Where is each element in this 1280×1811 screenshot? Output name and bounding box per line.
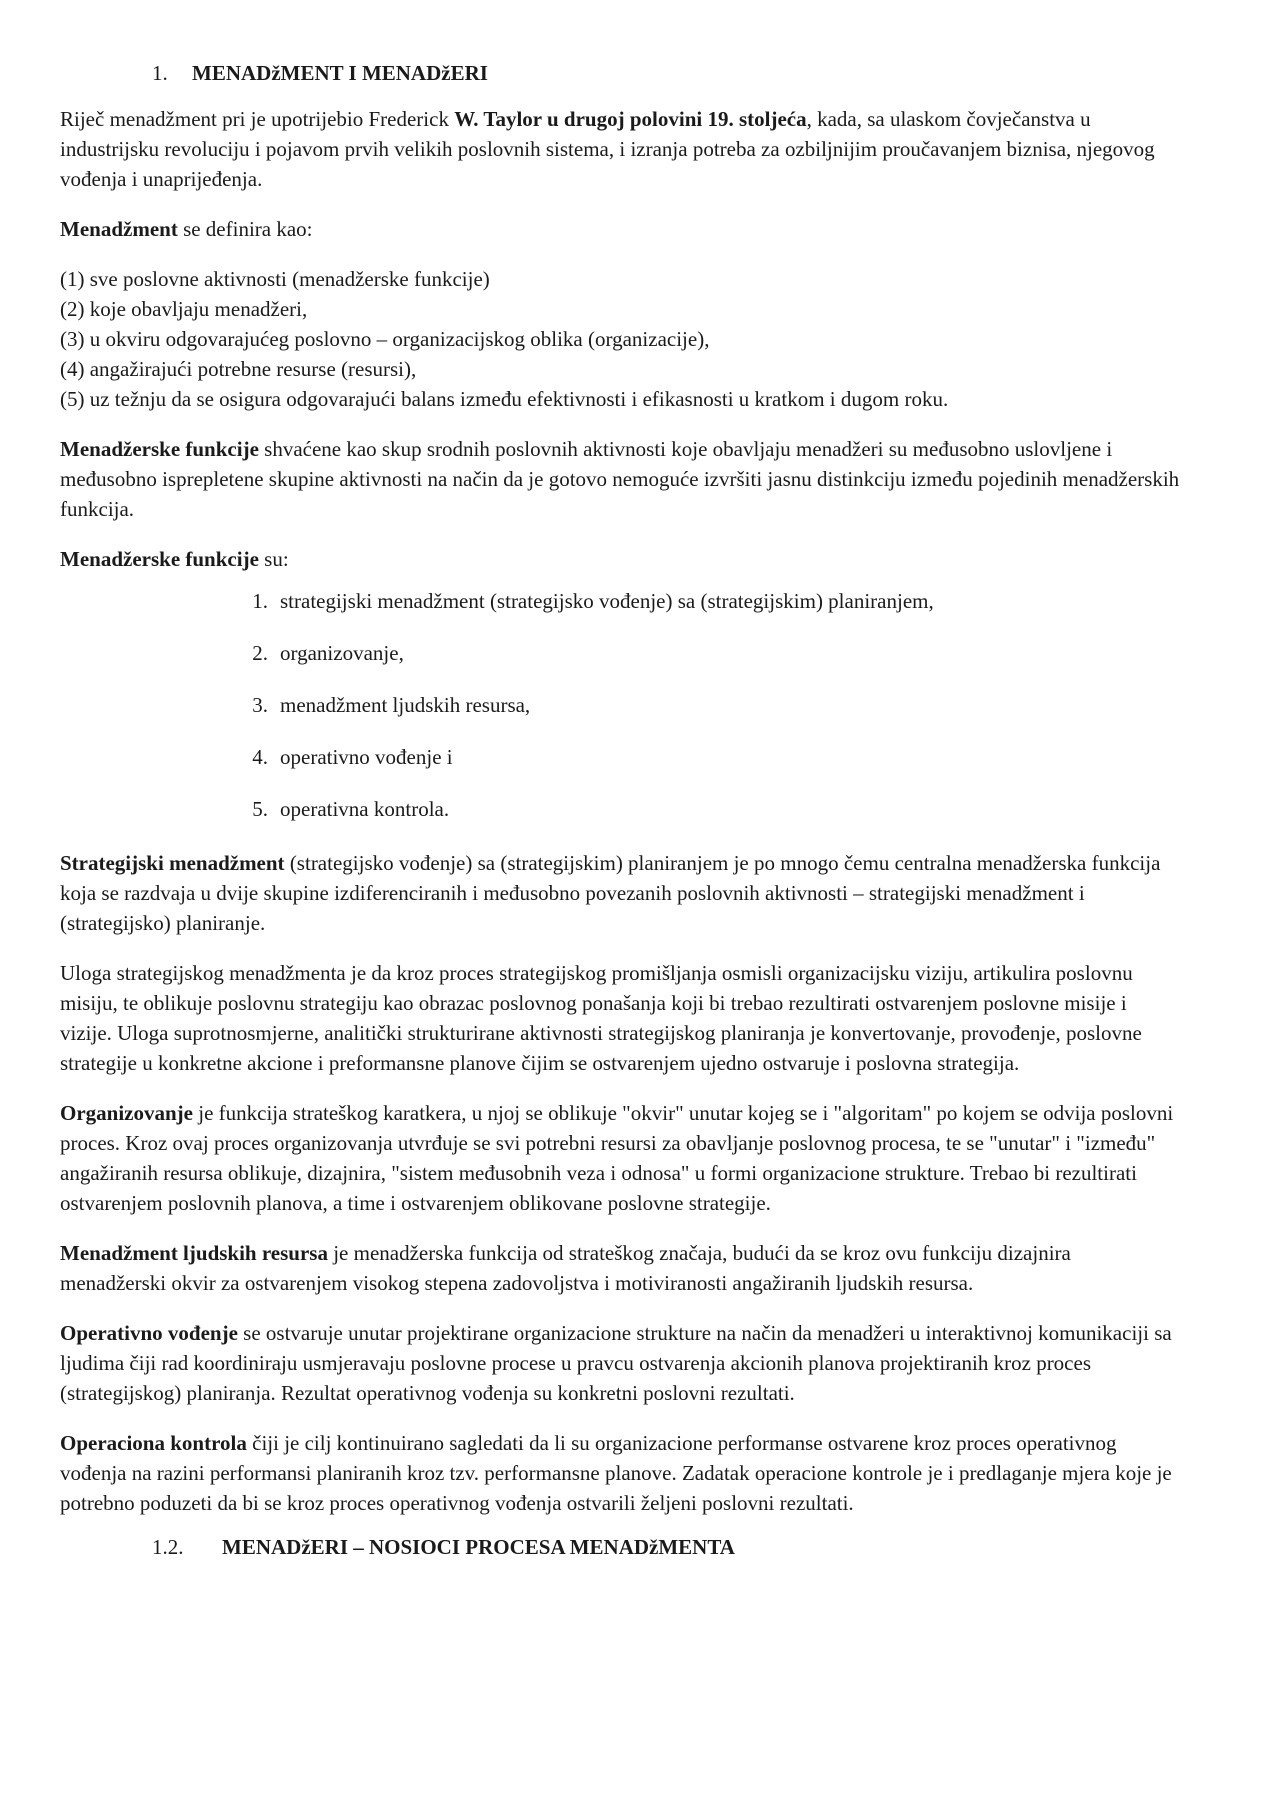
list-number: 4.: [252, 745, 268, 769]
list-item: [60, 586, 1180, 638]
definition-line: [60, 217, 313, 241]
list-item: [60, 742, 1180, 794]
definition-item: (5) uz težnju da se osigura odgovarajući balans između efektivnosti i efikasnosti u kratkom i dugom roku.: [60, 387, 949, 411]
list-text: operativno vođenje i: [280, 745, 453, 769]
list-number: 5.: [252, 797, 268, 821]
functions-description: [60, 434, 1180, 524]
definition-item: (1) sve poslovne aktivnosti (menadžerske funkcije): [60, 267, 490, 291]
intro-paragraph: [60, 104, 1180, 194]
hr-text: je menadžerska funkcija od strateškog značaja, budući da se kroz ovu funkciju dizajnira menadžerski okvir za ostvarenjem visokog stepena zadovoljstva i motiviranosti angažiranih ljudskih resursa.: [60, 1241, 1071, 1295]
definition-item: (4) angažirajući potrebne resurse (resursi),: [60, 357, 417, 381]
intro-text-cont: , kada, sa ulaskom čovječanstva u industrijsku revoluciju i pojavom prvih velikih poslovnih sistema, i izranja potreba za ozbiljnijim proučavanjem biznisa, njegovog vođenja i unaprijeđenja.: [60, 107, 1155, 191]
section-number: 1.2.: [152, 1535, 184, 1559]
hr-term: Menadžment ljudskih resursa: [60, 1241, 328, 1265]
control-paragraph: [60, 1428, 1180, 1518]
strategic-role-paragraph: Uloga strategijskog menadžmenta je da kroz proces strategijskog promišljanja osmisli organizacijsku viziju, artikulira poslovnu misiju, te oblikuje poslovnu strategiju kao obrazac poslovnog ponašanja koji bi trebao rezultirati ostvarenjem poslovne misije i vizije. Uloga suprotnosmjerne, analitički strukturirane aktivnosti strategijskog planiranja je konvertovanje, provođenje, poslovne strategije u konkretne akcione i preformansne planove čijim se ostvarenjem ujedno ostvaruje i poslovna strategija.: [60, 961, 1142, 1075]
list-text: strategijski menadžment (strategijsko vođenje) sa (strategijskim) planiranjem,: [280, 589, 934, 613]
organizing-text: je funkcija strateškog karatkera, u njoj se oblikuje "okvir" unutar kojeg se i "algoritam" po kojem se odvija poslovni proces. Kroz ovaj proces organizovanja utvrđuje se svi potrebni resursi za obavljanje poslovnog procesa, te se "unutar" i "između" angažiranih resursa oblikuje, dizajnira, "sistem međusobnih veza i odnosa" u formi organizacione strukture. Trebao bi rezultirati ostvarenjem poslovnih planova, a time i ostvarenjem oblikovane poslovne strategije.: [60, 1101, 1174, 1215]
definition-intro: se definira kao:: [177, 217, 313, 241]
functions-term: Menadžerske funkcije: [60, 437, 259, 461]
hr-paragraph: [60, 1238, 1180, 1298]
functions-list-text: su:: [258, 547, 289, 571]
definition-term: Menadžment: [60, 217, 178, 241]
list-text: operativna kontrola.: [280, 797, 450, 821]
intro-text: Riječ menadžment pri je upotrijebio Frederick: [60, 107, 455, 131]
organizing-term: Organizovanje: [60, 1101, 193, 1125]
definition-paragraph: [60, 214, 1180, 244]
functions-list: [60, 586, 1180, 830]
list-item: [60, 794, 1180, 830]
control-text: čiji je cilj kontinuirano sagledati da li su organizacione performanse ostvarene kroz proces operativnog vođenja na razini performansi planiranih kroz tzv. performansne planove. Zadatak operacione kontrole je i predlaganje mjera koje je potrebno poduzeti da bi se kroz proces operativnog vođenja ostvarili željeni poslovni rezultati.: [60, 1431, 1172, 1515]
operative-term: Operativno vođenje: [60, 1321, 238, 1345]
intro-bold: W. Taylor u drugoj polovini 19. stoljeća: [454, 107, 807, 131]
list-number: 1.: [252, 589, 268, 613]
operative-text: se ostvaruje unutar projektirane organizacione strukture na način da menadžeri u interaktivnoj komunikaciji sa ljudima čiji rad koordiniraju usmjeravaju poslovne procese u pravcu ostvarenja akcionih planova projektiranih kroz proces (strategijskog) planiranja. Rezultat operativnog vođenja su konkretni poslovni rezultati.: [60, 1321, 1172, 1405]
strategic-text: (strategijsko vođenje) sa (strategijskim) planiranjem je po mnogo čemu centralna menadžerska funkcija koja se razdvaja u dvije skupine izdiferenciranih i međusobno povezanih poslovnih aktivnosti – strategijski menadžment i (strategijsko) planiranje.: [60, 851, 1161, 935]
section-title: MENADžMENT I MENADžERI: [192, 61, 488, 85]
section-title: MENADžERI – NOSIOCI PROCESA MENADžMENTA: [222, 1535, 735, 1559]
operative-paragraph: [60, 1318, 1180, 1408]
section-number: 1.: [152, 61, 168, 85]
list-item: [60, 638, 1180, 690]
list-text: menadžment ljudskih resursa,: [280, 693, 531, 717]
strategic-paragraph: [60, 848, 1180, 938]
functions-text: shvaćene kao skup srodnih poslovnih aktivnosti koje obavljaju menadžeri su međusobno uslovljene i međusobno isprepletene skupine aktivnosti na način da je gotovo nemoguće izvršiti jasnu distinkciju između pojedinih menadžerskih funkcija.: [60, 437, 1180, 521]
definition-item: (3) u okviru odgovarajućeg poslovno – organizacijskog oblika (organizacije),: [60, 327, 710, 351]
section-heading-1: [60, 58, 1180, 88]
organizing-paragraph: [60, 1098, 1180, 1218]
functions-list-intro: [60, 544, 1180, 574]
list-item: [60, 690, 1180, 742]
section-heading-2: [60, 1532, 1180, 1562]
control-term: Operaciona kontrola: [60, 1431, 247, 1455]
functions-list-term: Menadžerske funkcije: [60, 547, 259, 571]
definition-item: (2) koje obavljaju menadžeri,: [60, 297, 308, 321]
list-number: 3.: [252, 693, 268, 717]
list-number: 2.: [252, 641, 268, 665]
strategic-term: Strategijski menadžment: [60, 851, 285, 875]
list-text: organizovanje,: [280, 641, 404, 665]
